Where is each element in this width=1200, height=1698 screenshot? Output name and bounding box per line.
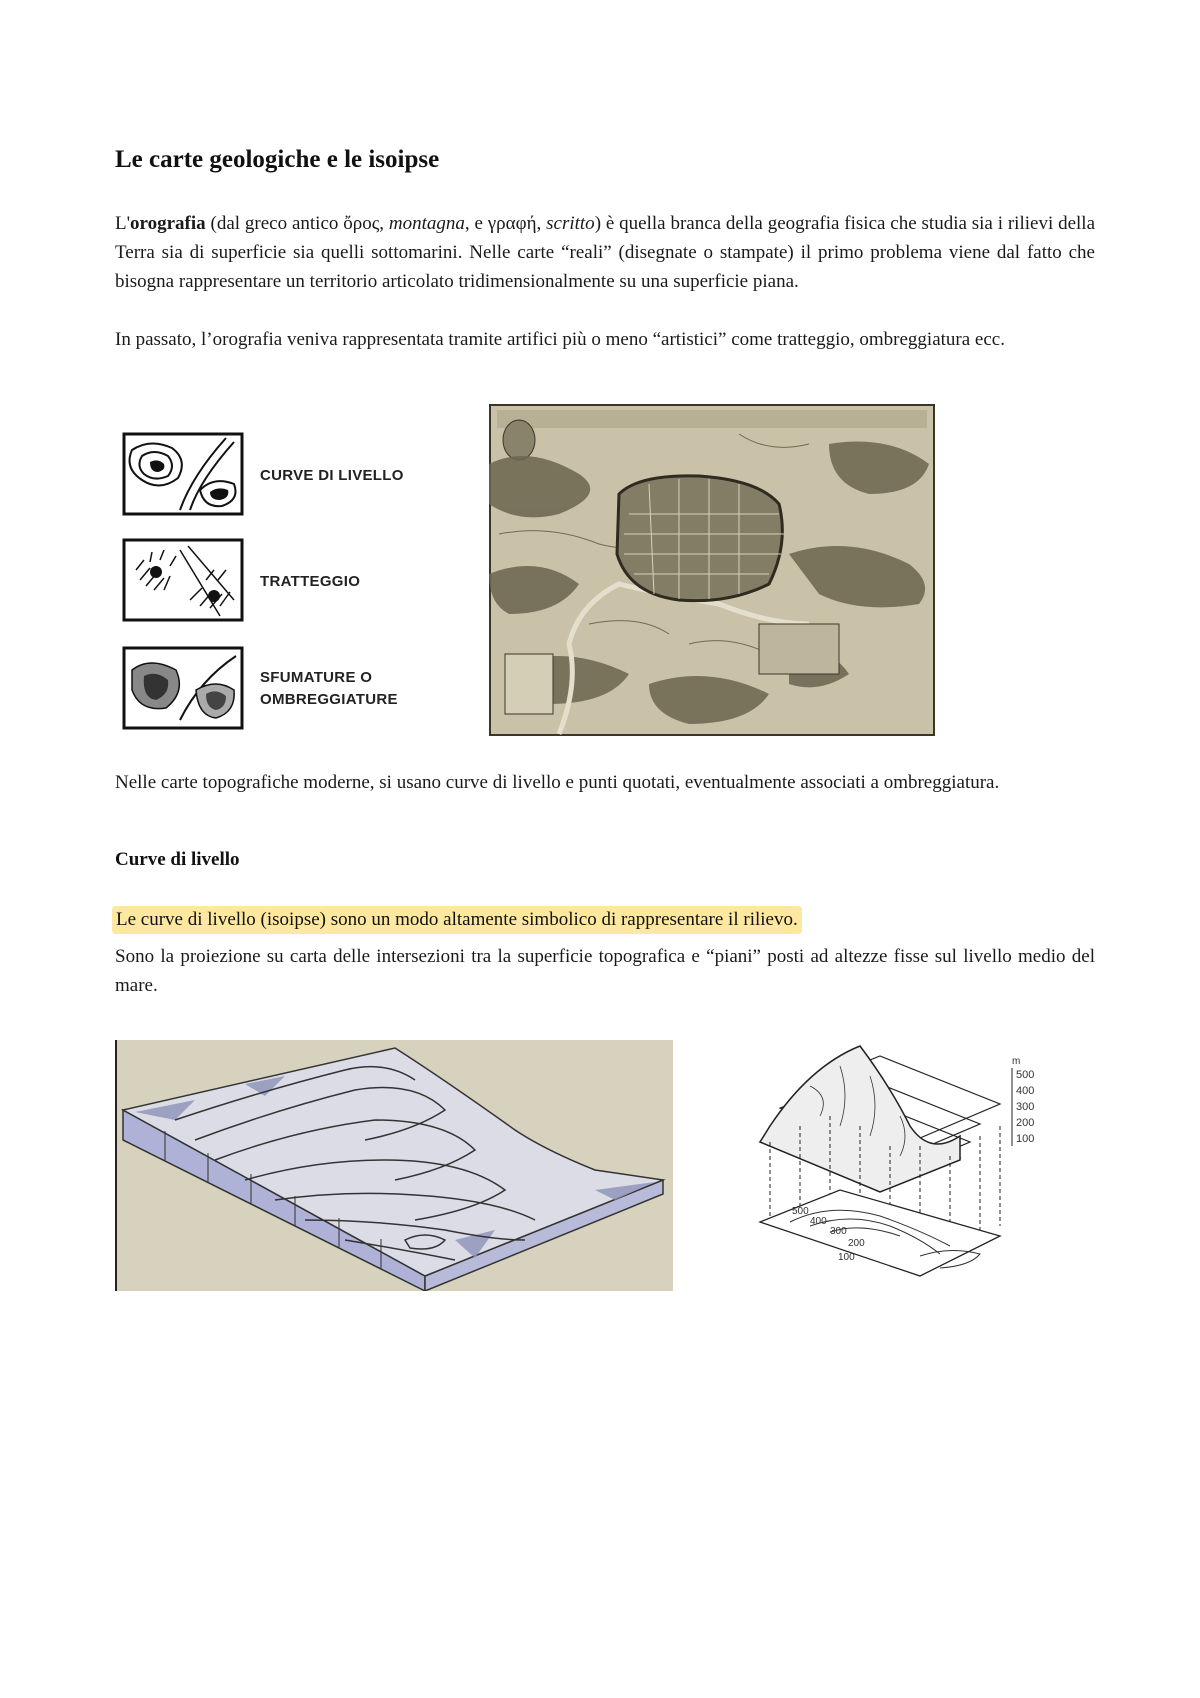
- walled-city: [617, 476, 784, 601]
- contour-label-100: 100: [838, 1252, 855, 1263]
- greek-gloss-scritto: scritto: [546, 213, 595, 234]
- highlighted-sentence: Le curve di livello (isoipse) sono un modo altamente simbolico di rappresentare il rilievo.: [112, 906, 802, 934]
- contour-label-400: 400: [810, 1216, 827, 1227]
- intro-text-1: (dal greco antico ὄρος,: [205, 213, 389, 234]
- contour-projection-diagram: [750, 1026, 1070, 1296]
- terrain-block-model-image: [115, 1040, 673, 1291]
- past-paragraph: In passato, l’orografia veniva rappresentata tramite artifici più o meno “artistici” come tratteggio, ombreggiatura ecc.: [115, 329, 1005, 350]
- contour-label-300: 300: [830, 1226, 847, 1237]
- scale-200: 200: [1016, 1117, 1035, 1129]
- relief-methods-figure: [110, 420, 410, 732]
- altitude-scale-unit: m: [1012, 1056, 1021, 1067]
- contour-label: CURVE DI LIVELLO: [260, 467, 404, 484]
- hatching-example: [124, 540, 242, 620]
- intro-text-2: , e γραφή,: [464, 213, 547, 234]
- contour-lines-example: [124, 434, 242, 514]
- intro-lead: L': [115, 213, 131, 234]
- scale-400: 400: [1016, 1085, 1035, 1097]
- page-title: Le carte geologiche e le isoipse: [115, 146, 440, 173]
- shading-label-line2: OMBREGGIATURE: [260, 691, 398, 708]
- shading-example: [124, 648, 242, 728]
- hatching-label: TRATTEGGIO: [260, 573, 361, 590]
- contour-label-500: 500: [792, 1206, 809, 1217]
- historic-city-map-image: [489, 404, 935, 736]
- intro-paragraph: [115, 209, 1095, 296]
- greek-gloss-montagna: montagna: [388, 213, 465, 234]
- modern-maps-paragraph: Nelle carte topografiche moderne, si usano curve di livello e punti quotati, eventualmente associati a ombreggiatura.: [115, 772, 1000, 793]
- scale-500: 500: [1016, 1069, 1035, 1081]
- contour-label-200: 200: [848, 1238, 865, 1249]
- intro-term: orografia: [130, 213, 206, 234]
- projection-paragraph: Sono la proiezione su carta delle intersezioni tra la superficie topografica e “piani” posti ad altezze fisse sul livello medio del mare.: [115, 946, 1095, 996]
- scale-300: 300: [1016, 1101, 1035, 1113]
- shading-label-line1: SFUMATURE O: [260, 669, 373, 686]
- altitude-scale: [1012, 1056, 1034, 1146]
- scale-100: 100: [1016, 1133, 1035, 1145]
- intro-text-3: ) è quella branca della geografia fisica che studia sia i rilievi della Terra sia di superficie sia quelli sottomarini. Nelle carte “reali” (disegnate o stampate) il primo problema viene dal fatto che bisogna rappresentare un territorio articolato tridimensionalmente su una superficie piana.: [115, 213, 1096, 292]
- section-heading: Curve di livello: [115, 849, 240, 870]
